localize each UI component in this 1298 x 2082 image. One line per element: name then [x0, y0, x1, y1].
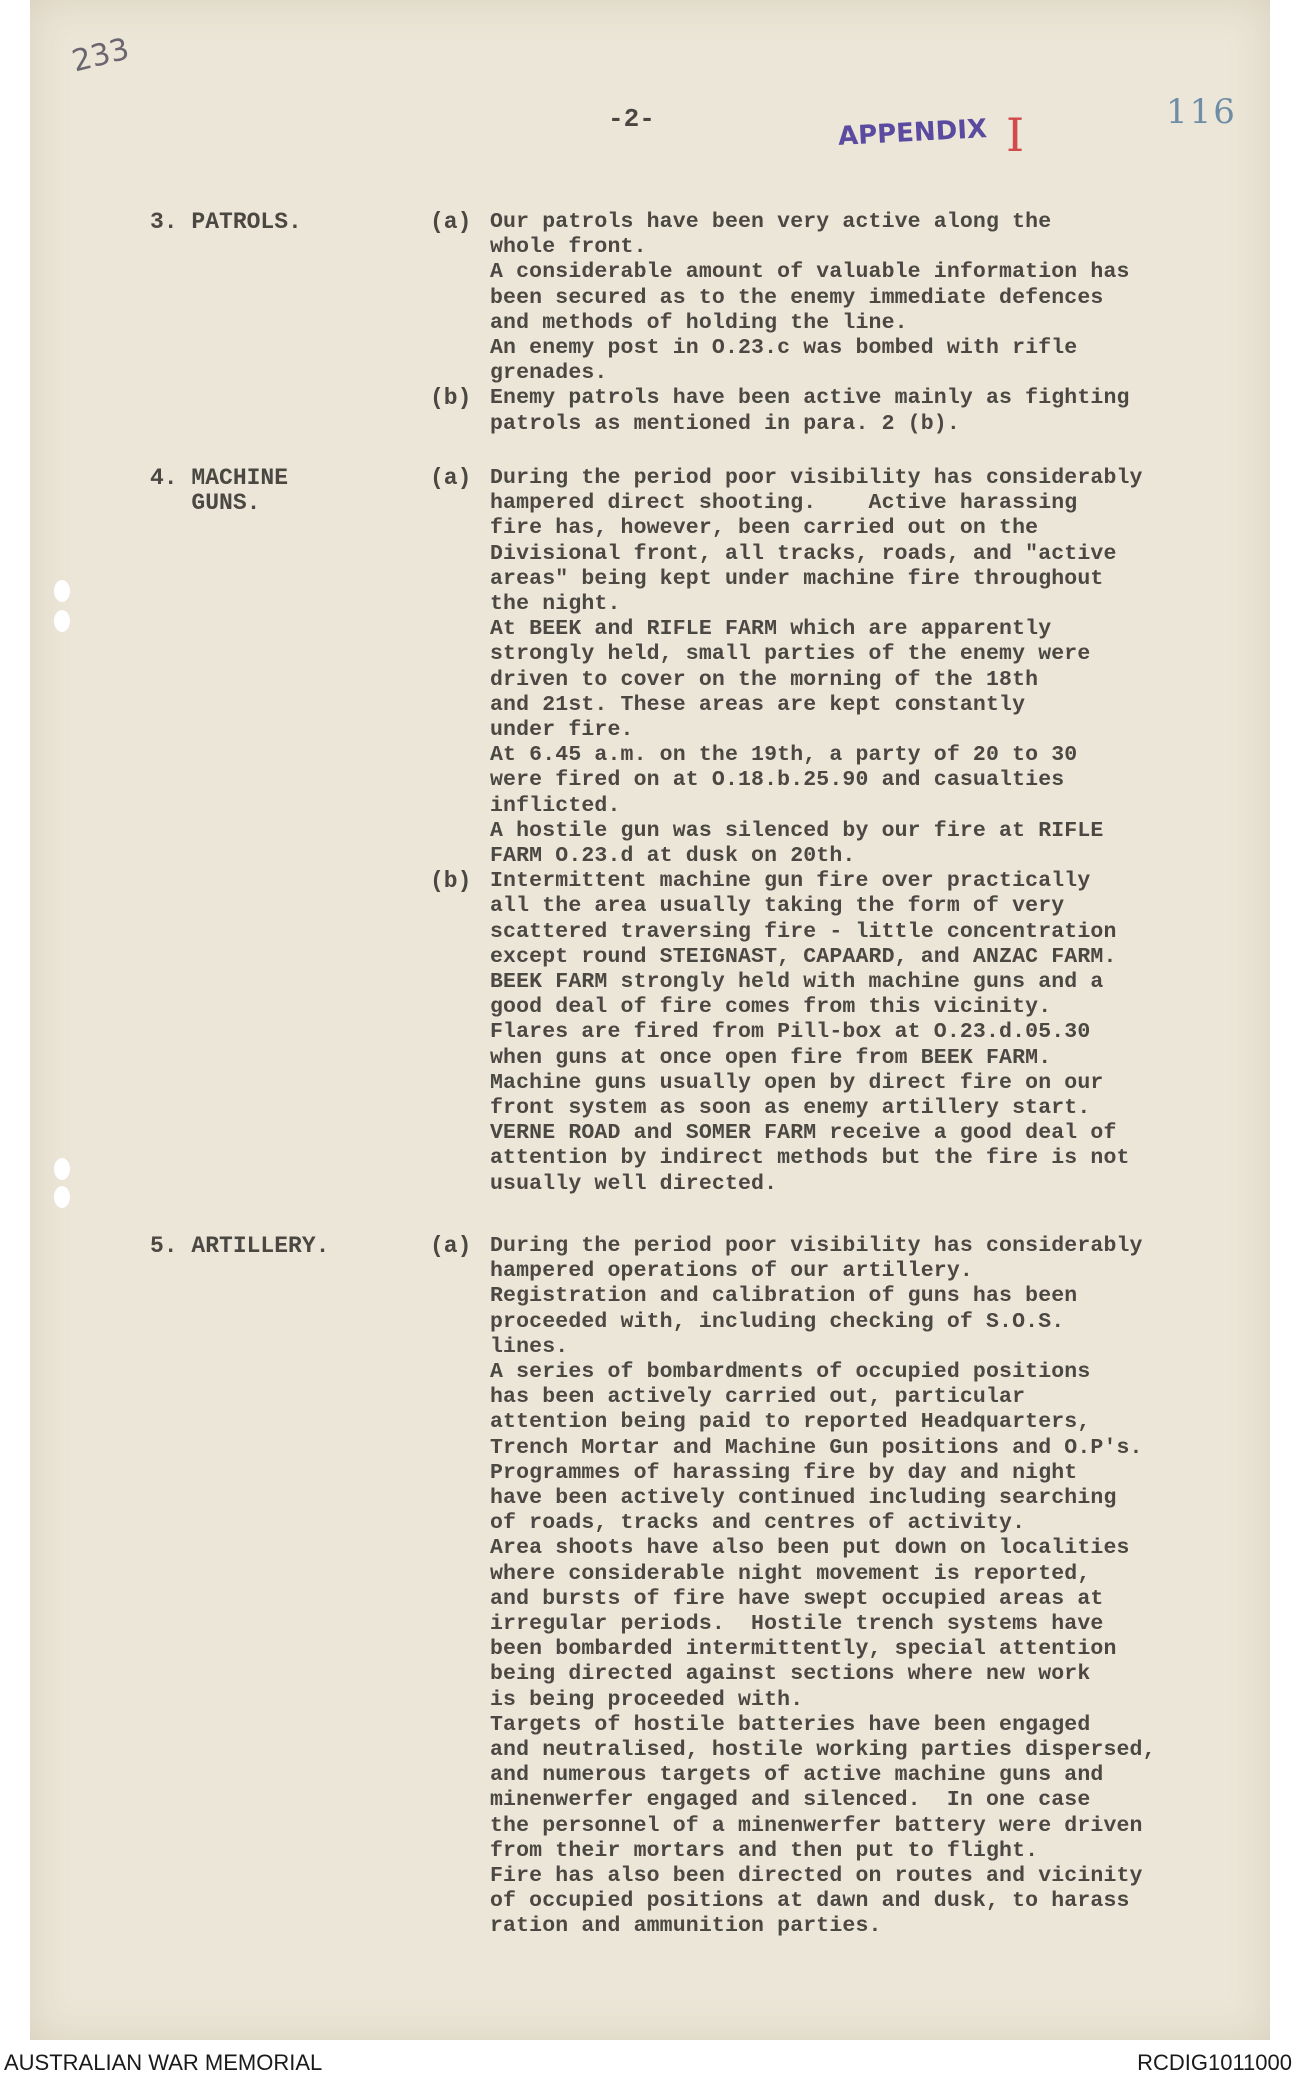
text-line: front system as soon as enemy artillery start.	[490, 1096, 1091, 1121]
subsection-a	[430, 466, 1260, 869]
subsection-marker: (a)	[430, 1233, 472, 1259]
text-line: strongly held, small parties of the enemy were	[490, 642, 1091, 667]
text-line: hampered direct shooting. Active harassing	[490, 491, 1078, 516]
text-line: FARM O.23.d at dusk on 20th.	[490, 844, 856, 869]
text-line: At 6.45 a.m. on the 19th, a party of 20 to 30	[490, 743, 1078, 768]
subsection-marker: (a)	[430, 209, 472, 235]
appendix-stamp: APPENDIX	[837, 114, 988, 152]
footer-record-id: RCDIG1011000	[1137, 2050, 1292, 2075]
text-line: except round STEIGNAST, CAPAARD, and ANZAC FARM.	[490, 944, 1117, 969]
text-line: driven to cover on the morning of the 18th	[490, 667, 1039, 692]
text-line: Divisional front, all tracks, roads, and "active	[490, 541, 1117, 566]
text-line: when guns at once open fire from BEEK FARM.	[490, 1045, 1052, 1070]
text-line: were fired on at O.18.b.25.90 and casualties	[490, 768, 1065, 793]
appendix-numeral: I	[1006, 108, 1025, 162]
subsection-marker: (b)	[430, 385, 472, 412]
subsection-marker: (a)	[430, 465, 472, 491]
text-line: fire has, however, been carried out on the	[490, 516, 1039, 541]
text-line: A considerable amount of valuable information has	[490, 260, 1130, 285]
subsection-b	[430, 386, 1260, 436]
text-line: being directed against sections where new work	[490, 1662, 1091, 1687]
text-line: Machine guns usually open by direct fire on our	[490, 1070, 1104, 1095]
text-line: and numerous targets of active machine guns and	[490, 1763, 1104, 1788]
text-line: A hostile gun was silenced by our fire at RIFLE	[490, 818, 1104, 843]
text-line: and methods of holding the line.	[490, 310, 908, 335]
text-line: scattered traversing fire - little concentration	[490, 919, 1117, 944]
text-line: inflicted.	[490, 793, 621, 818]
text-line: has been actively carried out, particular	[490, 1385, 1026, 1410]
section-machine-guns	[0, 466, 1298, 1197]
text-line: irregular periods. Hostile trench systems have	[490, 1612, 1104, 1637]
text-line: all the area usually taking the form of very	[490, 894, 1065, 919]
folio-number: 233	[68, 31, 133, 80]
text-line: hampered operations of our artillery.	[490, 1259, 973, 1284]
text-line: Area shoots have also been put down on localities	[490, 1536, 1130, 1561]
stamp-number: 116	[1166, 92, 1237, 132]
text-line: At BEEK and RIFLE FARM which are apparently	[490, 617, 1052, 642]
text-line: been bombarded intermittently, special attention	[490, 1637, 1117, 1662]
section-patrols	[0, 210, 1298, 437]
text-line: good deal of fire comes from this vicinity.	[490, 995, 1052, 1020]
text-line: Programmes of harassing fire by day and night	[490, 1460, 1078, 1485]
text-line: Intermittent machine gun fire over practically	[490, 869, 1091, 894]
text-line: the night.	[490, 592, 621, 617]
section-label: 4. MACHINE GUNS.	[150, 465, 289, 516]
text-line: Flares are fired from Pill-box at O.23.d.05.30	[490, 1020, 1091, 1045]
text-line: An enemy post in O.23.c was bombed with rifle	[490, 336, 1078, 361]
text-line: grenades.	[490, 361, 608, 386]
subsection-b	[430, 869, 1260, 1197]
text-line: minenwerfer engaged and silenced. In one case	[490, 1788, 1091, 1813]
text-line: been secured as to the enemy immediate defences	[490, 285, 1104, 310]
section-artillery	[0, 1234, 1298, 1940]
section-label: 3. PATROLS.	[150, 209, 302, 235]
text-line: Our patrols have been very active along the	[490, 210, 1052, 234]
text-line: Targets of hostile batteries have been engaged	[490, 1712, 1091, 1737]
text-line: from their mortars and then put to flight.	[490, 1838, 1039, 1863]
text-line: proceeded with, including checking of S.O.S.	[490, 1309, 1065, 1334]
text-line: of roads, tracks and centres of activity.	[490, 1511, 1026, 1536]
text-line: patrols as mentioned in para. 2 (b).	[490, 411, 960, 436]
section-label: 5. ARTILLERY.	[150, 1233, 330, 1259]
text-line: the personnel of a minenwerfer battery were driven	[490, 1813, 1143, 1838]
text-line: attention by indirect methods but the fire is not	[490, 1146, 1130, 1171]
text-line: Registration and calibration of guns has been	[490, 1284, 1078, 1309]
text-line: Fire has also been directed on routes and vicinity	[490, 1864, 1143, 1889]
text-line: BEEK FARM strongly held with machine guns and a	[490, 970, 1104, 995]
text-line: and bursts of fire have swept occupied areas at	[490, 1586, 1104, 1611]
footer-institution: AUSTRALIAN WAR MEMORIAL	[4, 2050, 323, 2075]
text-line: under fire.	[490, 718, 634, 743]
subsection-a	[430, 210, 1260, 386]
text-line: and neutralised, hostile working parties dispersed,	[490, 1738, 1156, 1763]
text-line: ration and ammunition parties.	[490, 1914, 882, 1939]
text-line: During the period poor visibility has considerably	[490, 1234, 1143, 1258]
text-line: have been actively continued including searching	[490, 1486, 1117, 1511]
text-line: usually well directed.	[490, 1171, 778, 1196]
text-line: areas" being kept under machine fire throughout	[490, 566, 1104, 591]
page-number: -2-	[608, 104, 655, 134]
text-line: During the period poor visibility has considerably	[490, 466, 1143, 490]
text-line: Enemy patrols have been active mainly as fighting	[490, 386, 1130, 411]
text-line: Trench Mortar and Machine Gun positions and O.P's.	[490, 1435, 1143, 1460]
subsection-marker: (b)	[430, 868, 472, 895]
text-line: VERNE ROAD and SOMER FARM receive a good deal of	[490, 1121, 1117, 1146]
text-line: whole front.	[490, 235, 647, 260]
text-line: and 21st. These areas are kept constantly	[490, 692, 1026, 717]
text-line: A series of bombardments of occupied positions	[490, 1360, 1091, 1385]
text-line: of occupied positions at dawn and dusk, to harass	[490, 1889, 1130, 1914]
text-line: where considerable night movement is reported,	[490, 1561, 1091, 1586]
subsection-a	[430, 1234, 1260, 1940]
text-line: lines.	[490, 1334, 569, 1359]
text-line: attention being paid to reported Headquarters,	[490, 1410, 1091, 1435]
text-line: is being proceeded with.	[490, 1687, 804, 1712]
